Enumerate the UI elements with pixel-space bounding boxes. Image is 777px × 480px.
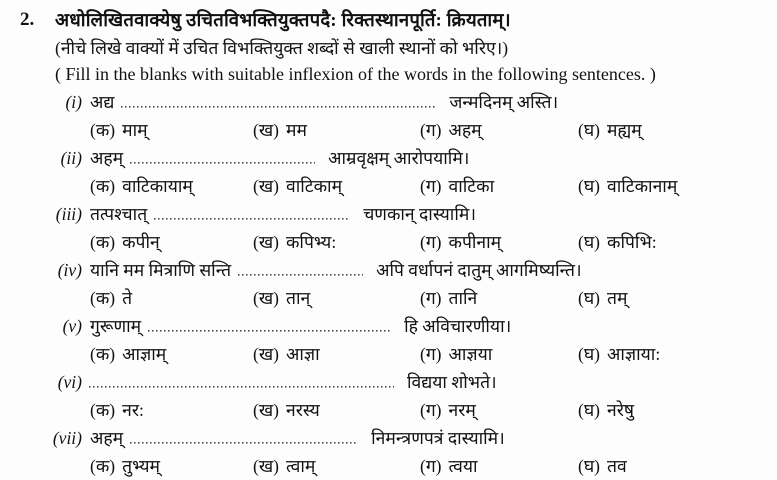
option-ka [90, 284, 253, 312]
option-text: मम [285, 120, 307, 140]
option-kha [253, 284, 420, 312]
option-kha [253, 172, 420, 200]
question-number-label: (vi) [57, 372, 82, 392]
option-ga [420, 116, 578, 144]
option-text: नरेषु [607, 400, 634, 420]
question-post-text: आम्रवृक्षम् आरोपयामि। [328, 148, 470, 168]
option-gha [578, 340, 767, 368]
option-text: अहम् [448, 120, 482, 140]
option-letter: (घ) [578, 176, 600, 196]
exercise-number: 2. [20, 9, 35, 30]
option-letter: (घ) [578, 344, 600, 364]
question-number-label: (ii) [60, 148, 82, 168]
option-text: वाटिकाम् [285, 176, 343, 196]
option-gha [578, 228, 767, 256]
question-pre-text: अहम् [90, 148, 124, 168]
question-line [0, 424, 767, 452]
option-letter: (ख) [253, 344, 279, 364]
question-number-label: (vii) [52, 428, 82, 448]
question-post-text: विद्यया शोभते। [407, 372, 497, 392]
option-text: तान् [285, 288, 311, 308]
question-post-text: निमन्त्रणपत्रं दास्यामि। [371, 428, 505, 448]
option-kha [253, 228, 420, 256]
option-text: नरस्य [285, 400, 320, 420]
option-text: त्वाम् [285, 456, 316, 476]
option-letter: (ख) [253, 176, 279, 196]
subtitle-english: ( Fill in the blanks with suitable inflexion of the words in the following sentences. ) [55, 64, 656, 84]
options-row [0, 116, 767, 144]
option-gha [578, 396, 767, 424]
option-letter: (घ) [578, 400, 600, 420]
question-line [0, 312, 767, 340]
option-gha [578, 172, 767, 200]
option-letter: (ख) [253, 456, 279, 476]
fill-in-blank [130, 162, 315, 164]
option-text: तव [607, 456, 627, 476]
question-line [0, 256, 767, 284]
option-letter: (क) [90, 400, 116, 420]
question-block-vii [0, 424, 767, 480]
option-ga [420, 228, 578, 256]
option-ka [90, 116, 253, 144]
option-kha [253, 452, 420, 480]
question-pre-text: गुरूणाम् [90, 316, 142, 336]
option-text: कपीनाम् [448, 232, 502, 252]
option-letter: (क) [90, 120, 116, 140]
option-text: वाटिकायाम् [122, 176, 193, 196]
option-letter: (क) [90, 456, 116, 476]
option-ga [420, 284, 578, 312]
question-line [0, 144, 767, 172]
option-text: कपिभि: [607, 232, 657, 252]
option-text: आज्ञया [448, 344, 493, 364]
option-ga [420, 452, 578, 480]
option-letter: (क) [90, 288, 116, 308]
option-letter: (ग) [420, 232, 442, 252]
option-kha [253, 396, 420, 424]
option-kha [253, 340, 420, 368]
question-post-text: अपि वर्धापनं दातुम् आगमिष्यन्ति। [376, 260, 582, 280]
option-letter: (घ) [578, 288, 600, 308]
option-ga [420, 396, 578, 424]
question-pre-text: अद्य [90, 92, 115, 112]
option-text: नर: [122, 400, 144, 420]
option-letter: (ग) [420, 288, 442, 308]
option-letter: (ग) [420, 400, 442, 420]
question-post-text: चणकान् दास्यामि। [363, 204, 476, 224]
option-letter: (ख) [253, 120, 279, 140]
question-block-iv [0, 256, 767, 312]
option-letter: (घ) [578, 456, 600, 476]
options-row [0, 396, 767, 424]
option-letter: (घ) [578, 232, 600, 252]
option-text: तुभ्यम् [122, 456, 160, 476]
fill-in-blank [89, 386, 394, 388]
fill-in-blank [154, 218, 350, 220]
option-text: नरम् [448, 400, 476, 420]
question-number-label: (i) [65, 92, 82, 112]
option-text: त्वया [448, 456, 478, 476]
question-post-text: जन्मदिनम् अस्ति। [449, 92, 559, 112]
fill-in-blank [130, 442, 358, 444]
option-ka [90, 340, 253, 368]
option-text: तम् [607, 288, 628, 308]
option-text: आज्ञाया: [607, 344, 661, 364]
question-number-label: (iii) [55, 204, 82, 224]
option-text: कपिभ्य: [285, 232, 337, 252]
option-letter: (ख) [253, 288, 279, 308]
option-gha [578, 116, 767, 144]
option-ga [420, 172, 578, 200]
question-pre-text: तत्पश्चात् [90, 204, 148, 224]
option-text: माम् [122, 120, 148, 140]
question-block-v [0, 312, 767, 368]
option-letter: (ग) [420, 456, 442, 476]
options-row [0, 452, 767, 480]
option-ka [90, 452, 253, 480]
option-gha [578, 284, 767, 312]
option-letter: (ख) [253, 400, 279, 420]
subtitle-hindi: (नीचे लिखे वाक्यों में उचित विभक्तियुक्त शब्दों से खाली स्थानों को भरिए।) [55, 38, 509, 58]
question-block-iii [0, 200, 767, 256]
option-text: वाटिका [448, 176, 495, 196]
option-ka [90, 228, 253, 256]
question-line [0, 368, 767, 396]
title-sanskrit: अधोलिखितवाक्येषु उचितविभक्तियुक्तपदै: रिक्तस्थानपूर्ति: क्रियताम्। [55, 11, 511, 31]
option-ka [90, 396, 253, 424]
option-text: आज्ञा [285, 344, 320, 364]
option-kha [253, 116, 420, 144]
option-letter: (ग) [420, 176, 442, 196]
question-number-label: (iv) [57, 260, 82, 280]
question-line [0, 88, 767, 116]
option-ga [420, 340, 578, 368]
question-block-i [0, 88, 767, 144]
option-text: ते [122, 288, 133, 308]
options-row [0, 340, 767, 368]
option-letter: (ग) [420, 120, 442, 140]
exercise-header [0, 8, 767, 88]
option-letter: (क) [90, 232, 116, 252]
options-row [0, 172, 767, 200]
option-text: वाटिकानाम् [607, 176, 678, 196]
option-ka [90, 172, 253, 200]
question-block-vi [0, 368, 767, 424]
option-text: कपीन् [122, 232, 160, 252]
option-text: तानि [448, 288, 478, 308]
question-block-ii [0, 144, 767, 200]
option-letter: (घ) [578, 120, 600, 140]
option-text: आज्ञाम् [122, 344, 167, 364]
option-letter: (ख) [253, 232, 279, 252]
option-gha [578, 452, 767, 480]
question-line [0, 200, 767, 228]
question-number-label: (v) [62, 316, 82, 336]
option-letter: (क) [90, 344, 116, 364]
option-text: मह्यम् [607, 120, 642, 140]
option-letter: (ग) [420, 344, 442, 364]
fill-in-blank [148, 330, 391, 332]
options-row [0, 284, 767, 312]
options-row [0, 228, 767, 256]
question-pre-text: अहम् [90, 428, 124, 448]
question-post-text: हि अविचारणीया। [404, 316, 512, 336]
option-letter: (क) [90, 176, 116, 196]
fill-in-blank [121, 106, 436, 108]
fill-in-blank [238, 274, 363, 276]
question-pre-text: यानि मम मित्राणि सन्ति [90, 260, 232, 280]
